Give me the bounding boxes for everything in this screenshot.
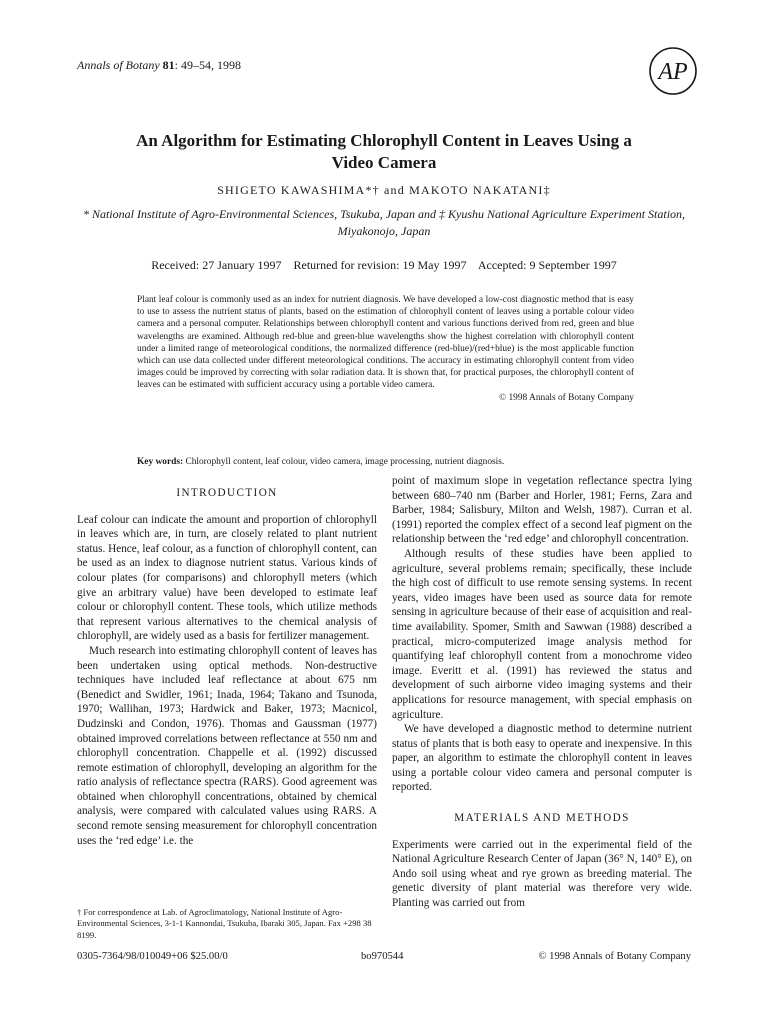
journal-pages: : 49–54, 1998	[174, 58, 242, 72]
paper-title: An Algorithm for Estimating Chlorophyll Content in Leaves Using a Video Camera	[136, 131, 632, 172]
intro-paragraph-5: We have developed a diagnostic method to determine nutrient status of plants that is both easy to operate and inexpensive. In this paper, an algorithm to estimate the chlorophyll content in leaves using a portable colour video camera and personal computer is reported.	[392, 723, 692, 794]
journal-volume: 81	[162, 58, 175, 72]
intro-paragraph-3: point of maximum slope in vegetation reflectance spectra lying between 680–740 nm (Barber and Horler, 1981; Ferns, Zara and Barber, 1984; Salisbury, Milton and Welsh, 1987). Curran et al. (1991) reported the complex effect of a second leaf pigment on the relationship between the ‘red edge’ and chlorophyll concentration.	[392, 475, 692, 546]
authors: SHIGETO KAWASHIMA*† and MAKOTO NAKATANI‡	[217, 183, 551, 197]
keywords-text: Chlorophyll content, leaf colour, video camera, image processing, nutrient diagnosis.	[185, 457, 505, 467]
logo-text: AP	[658, 59, 688, 85]
methods-paragraph-1: Experiments were carried out in the experimental field of the National Agriculture Research Center of Japan (36° N, 140° E), on Ando soil using wheat and rye grown as breeding material. The genetic diversity of plant material was therefore very wide. Planting was carried out from	[392, 838, 692, 910]
keywords-label: Key words:	[137, 457, 184, 467]
correspondence-footnote: † For correspondence at Lab. of Agroclimatology, National Institute of Agro-Environmental Sciences, 3-1-1 Kannondai, Tsukuba, Ibaraki 305, Japan. Fax +298 38 8199.	[77, 907, 372, 940]
left-column	[77, 486, 377, 848]
abstract	[137, 294, 634, 404]
abstract-text: Plant leaf colour is commonly used as an index for nutrient diagnosis. We have developed a low-cost diagnostic method that is easy to use to assess the nutrient status of plants, based on the estimation of chlorophyll content of leaves using a portable colour video camera and a personal computer. Relationships between chlorophyll content and various functions derived from red, green and blue wavelengths are examined. Although red-blue and green-blue wavelengths show the highest correlation with chlorophyll content under a limited range of meteorological conditions, the normalized difference (red-blue)/(red+blue) is the most applicable function which can use data collected under different meteorological conditions. The accuracy in estimating chlorophyll content from video images could be improved by correcting with solar radiation data. It is shown that, for practical purposes, the chlorophyll content of leaves can be estimated with sufficient accuracy using a portable video camera.	[137, 295, 634, 391]
footer-article-id: bo970544	[361, 951, 404, 962]
intro-paragraph-2: Much research into estimating chlorophyll content of leaves has been undertaken using optical methods. Non-destructive techniques have included leaf reflectance at about 675 nm (Benedict and Swidler, 1961; Inada, 1964; Takano and Tsunoda, 1970; Wallihan, 1973; Hardwick and Baker, 1973; Macnicol, Dudzinski and Condon, 1976). Thomas and Gaussman (1977) obtained improved correlations between reflectance at 550 nm and chlorophyll concentration. Chappelle et al. (1992) discussed remote estimation of chlorophyll, developing an algorithm for the ratio analysis of reflectance spectra (RARS). Good agreement was obtained when chlorophyll concentrations, obtained by chemical analysis, were compared with calculated values using RARS. A second remote sensing measurement for chlorophyll concentration uses the ‘red edge’ i.e. the	[77, 644, 377, 847]
right-column	[392, 474, 692, 911]
submission-dates: Received: 27 January 1997 Returned for revision: 19 May 1997 Accepted: 9 September 1997	[151, 258, 617, 272]
publisher-logo	[648, 46, 698, 96]
introduction-heading: INTRODUCTION	[176, 487, 278, 499]
affiliation: * National Institute of Agro-Environmental Sciences, Tsukuba, Japan and ‡ Kyushu National Agriculture Experiment Station, Miyakonojo, Japan	[82, 207, 686, 238]
methods-heading: MATERIALS AND METHODS	[454, 812, 630, 825]
footer-code: 0305-7364/98/010049+06 $25.00/0	[77, 951, 228, 962]
footer-copyright: © 1998 Annals of Botany Company	[538, 951, 691, 962]
abstract-copyright: © 1998 Annals of Botany Company	[499, 392, 634, 403]
journal-citation	[77, 58, 241, 73]
intro-paragraph-4: Although results of these studies have been applied to agriculture, several problems remain; specifically, these include the high cost of difficult to use remote sensing systems. In recent years, video images have been used as source data for remote sensing in agriculture because of their ease of acquisition and real-time availability. Spomer, Smith and Sawwan (1988) described a practical, micro-computerized image analysis method for quantifying leaf chlorophyll content from a monochrome video image. Everitt et al. (1991) has reviewed the status and development of such airborne video imaging systems and their applications for resource management, with special emphasis on agriculture.	[392, 547, 692, 721]
intro-paragraph-1: Leaf colour can indicate the amount and proportion of chlorophyll in leaves which are, in turn, are closely related to plant nutrient status. Hence, leaf colour, as a function of chlorophyll content, can be used as an index to diagnose nutrient status. Various kinds of colour plates (for comparisons) and chlorophyll meters (which give an arbitrary value) have been developed to estimate leaf colour or chlorophyll content. These tools, which utilize methods that represent various alternatives to the chemical analysis of chlorophyll, are widely used as a basis for fertilizer management.	[77, 513, 377, 643]
keywords	[137, 457, 634, 467]
journal-name: Annals of Botany	[77, 58, 160, 72]
